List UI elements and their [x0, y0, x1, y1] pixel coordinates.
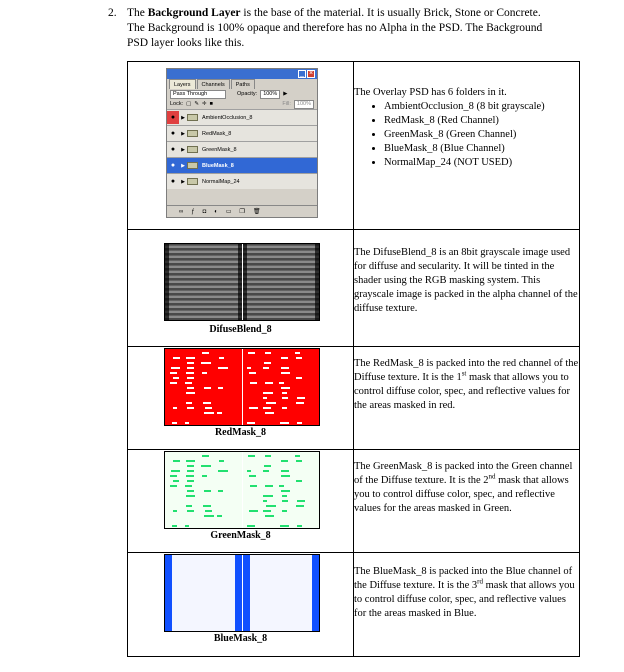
- mask-dash: [218, 387, 223, 389]
- mask-dash: [282, 510, 287, 512]
- mask-dash: [248, 455, 255, 457]
- mask-dash: [218, 490, 223, 492]
- greenmask-texture: [164, 451, 320, 529]
- mask-dash: [186, 392, 195, 394]
- intro-paragraph: [108, 6, 548, 51]
- eye-icon[interactable]: ●: [170, 145, 176, 153]
- layer-name: BlueMask_8: [202, 162, 234, 169]
- mask-dash: [297, 500, 306, 502]
- mask-dash: [217, 412, 222, 414]
- mask-dash: [202, 475, 206, 477]
- mask-dash: [265, 455, 271, 457]
- mask-dash: [296, 460, 302, 462]
- mask-dash: [282, 500, 288, 502]
- mask-dash: [249, 510, 258, 512]
- mask-dash: [170, 485, 177, 487]
- mask-dash: [281, 387, 290, 389]
- diffuse-cell: [128, 230, 354, 347]
- mask-dash: [203, 402, 211, 404]
- mask-dash: [281, 460, 289, 462]
- mask-dash: [170, 382, 177, 384]
- expand-arrow-icon[interactable]: ▶: [181, 130, 185, 137]
- mask-dash: [281, 475, 289, 477]
- mask-dash: [265, 515, 274, 517]
- mask-dash: [280, 525, 289, 527]
- mask-dash: [247, 470, 251, 472]
- mask-dash: [296, 377, 302, 379]
- eye-icon[interactable]: ●: [170, 129, 176, 137]
- mask-dash: [186, 460, 195, 462]
- mask-dash: [187, 510, 194, 512]
- mask-dash: [296, 505, 304, 507]
- opacity-arrow-icon[interactable]: ▶: [283, 91, 288, 97]
- mask-dash: [201, 465, 211, 467]
- table-row: [128, 62, 580, 230]
- mask-dash: [247, 525, 255, 527]
- mask-dash: [186, 495, 195, 497]
- mask-dash: [202, 372, 206, 374]
- intro-text: The Background Layer is the base of the material. It is usually Brick, Stone or Concrete. The Background is 100% opaque and therefore has no Alpha in the PSD. The Background PSD layer looks like this.: [127, 7, 543, 49]
- mask-dash: [218, 470, 228, 472]
- mask-dash: [173, 480, 180, 482]
- mask-dash: [296, 480, 302, 482]
- mask-dash: [282, 397, 288, 399]
- mask-dash: [263, 367, 268, 369]
- mask-dash: [265, 352, 271, 354]
- redmask-caption: RedMask_8: [214, 427, 267, 438]
- mask-dash: [187, 480, 193, 482]
- mask-dash: [187, 377, 193, 379]
- mask-dash: [202, 352, 209, 354]
- mask-dash: [247, 367, 251, 369]
- mask-dash: [186, 372, 195, 374]
- mask-dash: [187, 367, 194, 369]
- mask-dash: [279, 382, 285, 384]
- mask-dash: [282, 392, 286, 394]
- blend-mode-select[interactable]: Pass Through: [170, 90, 226, 99]
- table-row: [128, 553, 580, 657]
- greenmask-description: The GreenMask_8 is packed into the Green channel of the Diffuse texture. It is the 2nd mask that allows you to control diffuse color, spec, and reflective values for the areas masked in Green.: [354, 450, 580, 553]
- mask-dash: [249, 372, 256, 374]
- layer-greenmask[interactable]: [167, 141, 317, 157]
- expand-arrow-icon[interactable]: ▶: [181, 146, 185, 153]
- folder-icon: [187, 114, 198, 121]
- folder-icon: [187, 146, 198, 153]
- mask-dash: [247, 422, 255, 424]
- layer-name: NormalMap_24: [202, 178, 240, 185]
- redmask-texture: [164, 348, 320, 426]
- layer-ambientocclusion[interactable]: [167, 109, 317, 125]
- fill-field[interactable]: 100%: [294, 100, 314, 109]
- mask-dash: [173, 510, 177, 512]
- mask-dash: [296, 357, 302, 359]
- mask-icon[interactable]: ◘: [202, 208, 207, 215]
- diffuse-caption: DifuseBlend_8: [209, 324, 272, 335]
- greenmask-caption: GreenMask_8: [210, 530, 271, 541]
- tab-paths[interactable]: Paths: [231, 79, 255, 89]
- opacity-field[interactable]: 100%: [260, 90, 280, 99]
- mask-dash: [170, 372, 177, 374]
- mask-dash: [263, 510, 272, 512]
- greenmask-cell: [128, 450, 354, 553]
- mask-dash: [265, 412, 274, 414]
- trash-icon[interactable]: 🗑: [252, 208, 261, 215]
- adjustment-icon[interactable]: ◐: [214, 208, 218, 215]
- mask-dash: [264, 465, 271, 467]
- eye-icon[interactable]: ●: [170, 161, 176, 169]
- panel-titlebar: [167, 69, 317, 79]
- diffuse-texture: [164, 243, 320, 321]
- lock-label: Lock:: [170, 101, 184, 107]
- bluemask-caption: BlueMask_8: [213, 633, 268, 644]
- expand-arrow-icon[interactable]: ▶: [181, 162, 185, 169]
- mask-dash: [281, 470, 288, 472]
- mask-dash: [170, 475, 177, 477]
- mask-dash: [205, 407, 212, 409]
- mask-dash: [187, 387, 194, 389]
- mask-dash: [296, 402, 304, 404]
- mask-dash: [281, 367, 288, 369]
- mask-dash: [282, 407, 287, 409]
- panel-bottom-bar: [167, 205, 317, 217]
- mask-dash: [185, 525, 189, 527]
- list-item: • BlueMask_8 (Blue Channel): [384, 142, 579, 156]
- folder-icon: [187, 162, 198, 169]
- bluemask-description: The BlueMask_8 is packed into the Blue channel of the Diffuse texture. It is the 3rd mask that allows you to control diffuse color, spec, and reflective values for the areas masked in Blue.: [354, 553, 580, 657]
- mask-dash: [172, 422, 177, 424]
- expand-arrow-icon[interactable]: ▶: [181, 114, 185, 121]
- mask-dash: [171, 470, 181, 472]
- background-layer-term: Background Layer: [147, 7, 241, 19]
- layer-name: GreenMask_8: [202, 146, 237, 153]
- mask-dash: [187, 465, 194, 467]
- tab-channels[interactable]: Channels: [197, 79, 230, 89]
- mask-dash: [264, 362, 271, 364]
- mask-dash: [295, 455, 300, 457]
- mask-dash: [263, 495, 273, 497]
- layers-panel-cell: [128, 62, 354, 230]
- redmask-cell: [128, 347, 354, 450]
- folders-description: [354, 62, 580, 230]
- list-number: 2.: [108, 7, 117, 19]
- mask-dash: [263, 500, 267, 502]
- lock-paint-icon[interactable]: ✎: [194, 101, 199, 107]
- table-row: [128, 450, 580, 553]
- mask-dash: [263, 397, 267, 399]
- folders-list: [354, 100, 579, 170]
- layer-name: RedMask_8: [202, 130, 232, 137]
- minimize-icon[interactable]: _: [298, 70, 306, 78]
- diffuse-description: The DifuseBlend_8 is an 8bit grayscale image used for diffuse and secularity. It will be tinted in the shader using the RGB masking system. This grayscale image is packed in the alpha channel of the diffuse texture.: [354, 230, 580, 347]
- mask-dash: [204, 412, 213, 414]
- mask-dash: [173, 357, 181, 359]
- mask-dash: [185, 382, 191, 384]
- fill-label: Fill:: [282, 101, 291, 107]
- mask-dash: [297, 397, 306, 399]
- layer-bluemask[interactable]: [167, 157, 317, 173]
- layer-redmask[interactable]: [167, 125, 317, 141]
- mask-dash: [249, 475, 256, 477]
- mask-dash: [171, 367, 181, 369]
- mask-dash: [173, 460, 181, 462]
- mask-dash: [295, 352, 300, 354]
- mask-dash: [186, 505, 192, 507]
- mask-dash: [205, 510, 212, 512]
- list-item: • NormalMap_24 (NOT USED): [384, 156, 579, 170]
- mask-dash: [187, 362, 194, 364]
- link-icon[interactable]: ∞: [179, 208, 184, 215]
- mask-dash: [280, 422, 289, 424]
- new-layer-icon[interactable]: ❐: [239, 208, 245, 215]
- mask-dash: [250, 382, 257, 384]
- mask-dash: [266, 402, 276, 404]
- folder-icon: [187, 130, 198, 137]
- layers-panel: [166, 68, 318, 218]
- lock-all-icon[interactable]: ■: [209, 101, 213, 107]
- mask-dash: [219, 357, 224, 359]
- list-item: • AmbientOcclusion_8 (8 bit grayscale): [384, 100, 579, 114]
- mask-dash: [173, 407, 177, 409]
- mask-dash: [201, 362, 211, 364]
- mask-dash: [204, 490, 211, 492]
- mask-dash: [187, 470, 194, 472]
- mask-dash: [185, 422, 189, 424]
- mask-dash: [202, 455, 209, 457]
- folder-icon: [187, 178, 198, 185]
- mask-dash: [263, 392, 273, 394]
- expand-arrow-icon[interactable]: ▶: [181, 178, 185, 185]
- mask-dash: [248, 352, 255, 354]
- mask-dash: [186, 357, 195, 359]
- mask-dash: [297, 422, 302, 424]
- mask-dash: [250, 485, 257, 487]
- mask-dash: [204, 387, 211, 389]
- layer-name: AmbientOcclusion_8: [202, 114, 253, 121]
- eye-icon[interactable]: ●: [170, 177, 176, 185]
- close-icon[interactable]: ×: [308, 70, 314, 77]
- bluemask-cell: [128, 553, 354, 657]
- mask-dash: [279, 485, 285, 487]
- layers-table: [127, 61, 580, 657]
- table-row: [128, 347, 580, 450]
- mask-dash: [172, 525, 177, 527]
- mask-dash: [263, 470, 268, 472]
- opacity-label: Opacity:: [237, 91, 258, 97]
- mask-dash: [204, 515, 213, 517]
- mask-dash: [282, 495, 286, 497]
- mask-dash: [266, 505, 276, 507]
- lock-move-icon[interactable]: ✛: [201, 101, 207, 107]
- bluemask-texture: [164, 554, 320, 632]
- mask-dash: [217, 515, 222, 517]
- mask-dash: [185, 485, 191, 487]
- mask-dash: [297, 525, 302, 527]
- layer-normalmap[interactable]: [167, 173, 317, 189]
- list-item: • RedMask_8 (Red Channel): [384, 114, 579, 128]
- mask-dash: [281, 490, 290, 492]
- mask-dash: [265, 485, 273, 487]
- mask-dash: [187, 490, 194, 492]
- mask-dash: [263, 407, 272, 409]
- list-item: • GreenMask_8 (Green Channel): [384, 128, 579, 142]
- eye-icon[interactable]: ●: [167, 111, 179, 124]
- mask-dash: [173, 377, 180, 379]
- fx-icon[interactable]: ƒ: [191, 208, 195, 215]
- folders-intro: The Overlay PSD has 6 folders in it.: [354, 87, 507, 98]
- mask-dash: [281, 372, 289, 374]
- mask-dash: [186, 402, 192, 404]
- mask-dash: [186, 475, 195, 477]
- table-row: [128, 230, 580, 347]
- mask-dash: [219, 460, 224, 462]
- mask-dash: [218, 367, 228, 369]
- mask-dash: [249, 407, 258, 409]
- mask-dash: [187, 407, 194, 409]
- mask-dash: [265, 382, 273, 384]
- lock-transparency-icon[interactable]: ▢: [186, 101, 192, 107]
- mask-dash: [203, 505, 211, 507]
- redmask-description: The RedMask_8 is packed into the red channel of the Diffuse texture. It is the 1st mask that allows you to control diffuse color, spec, and reflective values for the areas masked in red.: [354, 347, 580, 450]
- tab-layers[interactable]: Layers: [169, 79, 196, 89]
- new-group-icon[interactable]: ▭: [225, 208, 232, 215]
- mask-dash: [281, 357, 289, 359]
